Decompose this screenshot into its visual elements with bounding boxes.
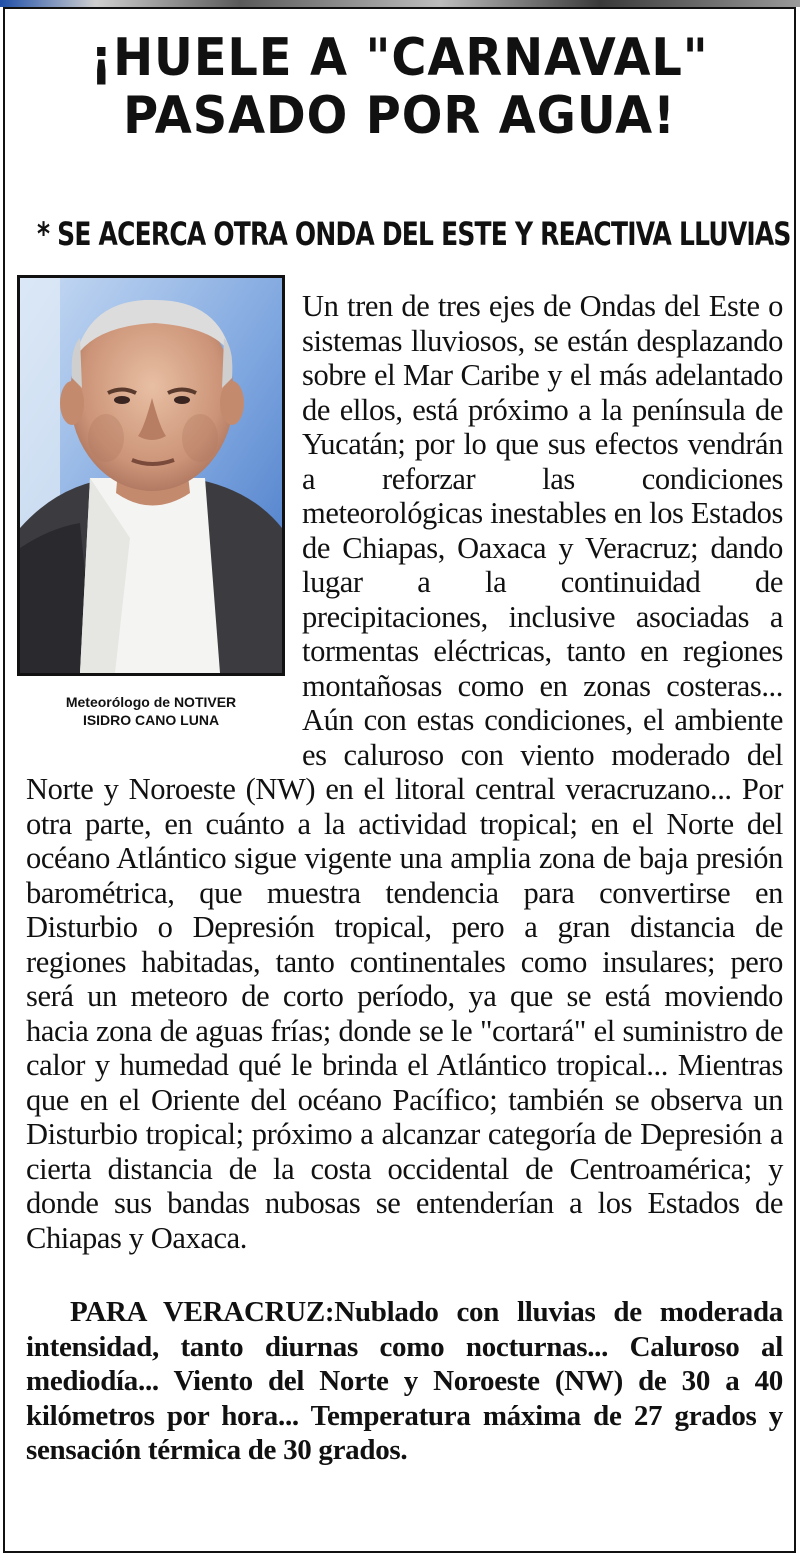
headline — [5, 29, 794, 145]
photo-spacer — [26, 289, 288, 744]
top-decorative-strip — [0, 0, 800, 7]
caption-line-2: ISIDRO CANO LUNA — [82, 712, 220, 728]
subheadline: * SE ACERCA OTRA ONDA DEL ESTE Y REACTIVA LLUVIAS — [37, 215, 791, 253]
forecast-paragraph: PARA VERACRUZ:Nublado con lluvias de moderada intensidad, tanto diurnas como nocturnas... Caluroso al mediodía... Viento del Norte y Noroeste (NW) de 30 a 40 kilómetros por hora... Temperatura máxima de 27 grados y sensación térmica de 30 grados. — [26, 1296, 783, 1466]
headline-line-2: PASADO POR AGUA! — [123, 86, 676, 146]
article-frame — [3, 7, 796, 1553]
article-paragraph: Un tren de tres ejes de Ondas del Este o sistemas lluviosos, se están desplazando sobre el Mar Caribe y el más adelantado de ellos, está próximo a la península de Yucatán; por lo que sus efectos vendrán a reforzar las condiciones meteorológicas inestables en los Estados de Chiapas, Oaxaca y Veracruz; dando lugar a la continuidad de precipitaciones, inclusive asociadas a tormentas eléctricas, tanto en regiones montañosas como en zonas costeras... Aún con estas condiciones, el ambiente es caluroso con viento moderado del Norte y Noroeste (NW) en el litoral central veracruzano... Por otra parte, en cuánto a la actividad tropical; en el Norte del océano Atlántico sigue vigente una amplia zona de baja presión barométrica, que muestra tendencia para convertirse en Disturbio o Depresión tropical, pero a gran distancia de regiones habitadas, tanto continentales como insulares; pero será un meteoro de corto período, ya que se está moviendo hacia zona de aguas frías; donde se le "cortará" el suministro de calor y humedad qué le brinda el Atlántico tropical... Mientras que en el Oriente del océano Pacífico; también se observa un Disturbio tropical; próximo a alcanzar categoría de Depresión a cierta distancia de la costa occidental de Centroamérica; y donde sus bandas nubosas se entenderían a los Estados de Chiapas y Oaxaca. — [26, 289, 783, 1255]
caption-line-1: Meteorólogo de NOTIVER — [65, 694, 237, 710]
headline-line-1: ¡HUELE A "CARNAVAL" — [90, 28, 709, 88]
article-body — [26, 289, 783, 1468]
